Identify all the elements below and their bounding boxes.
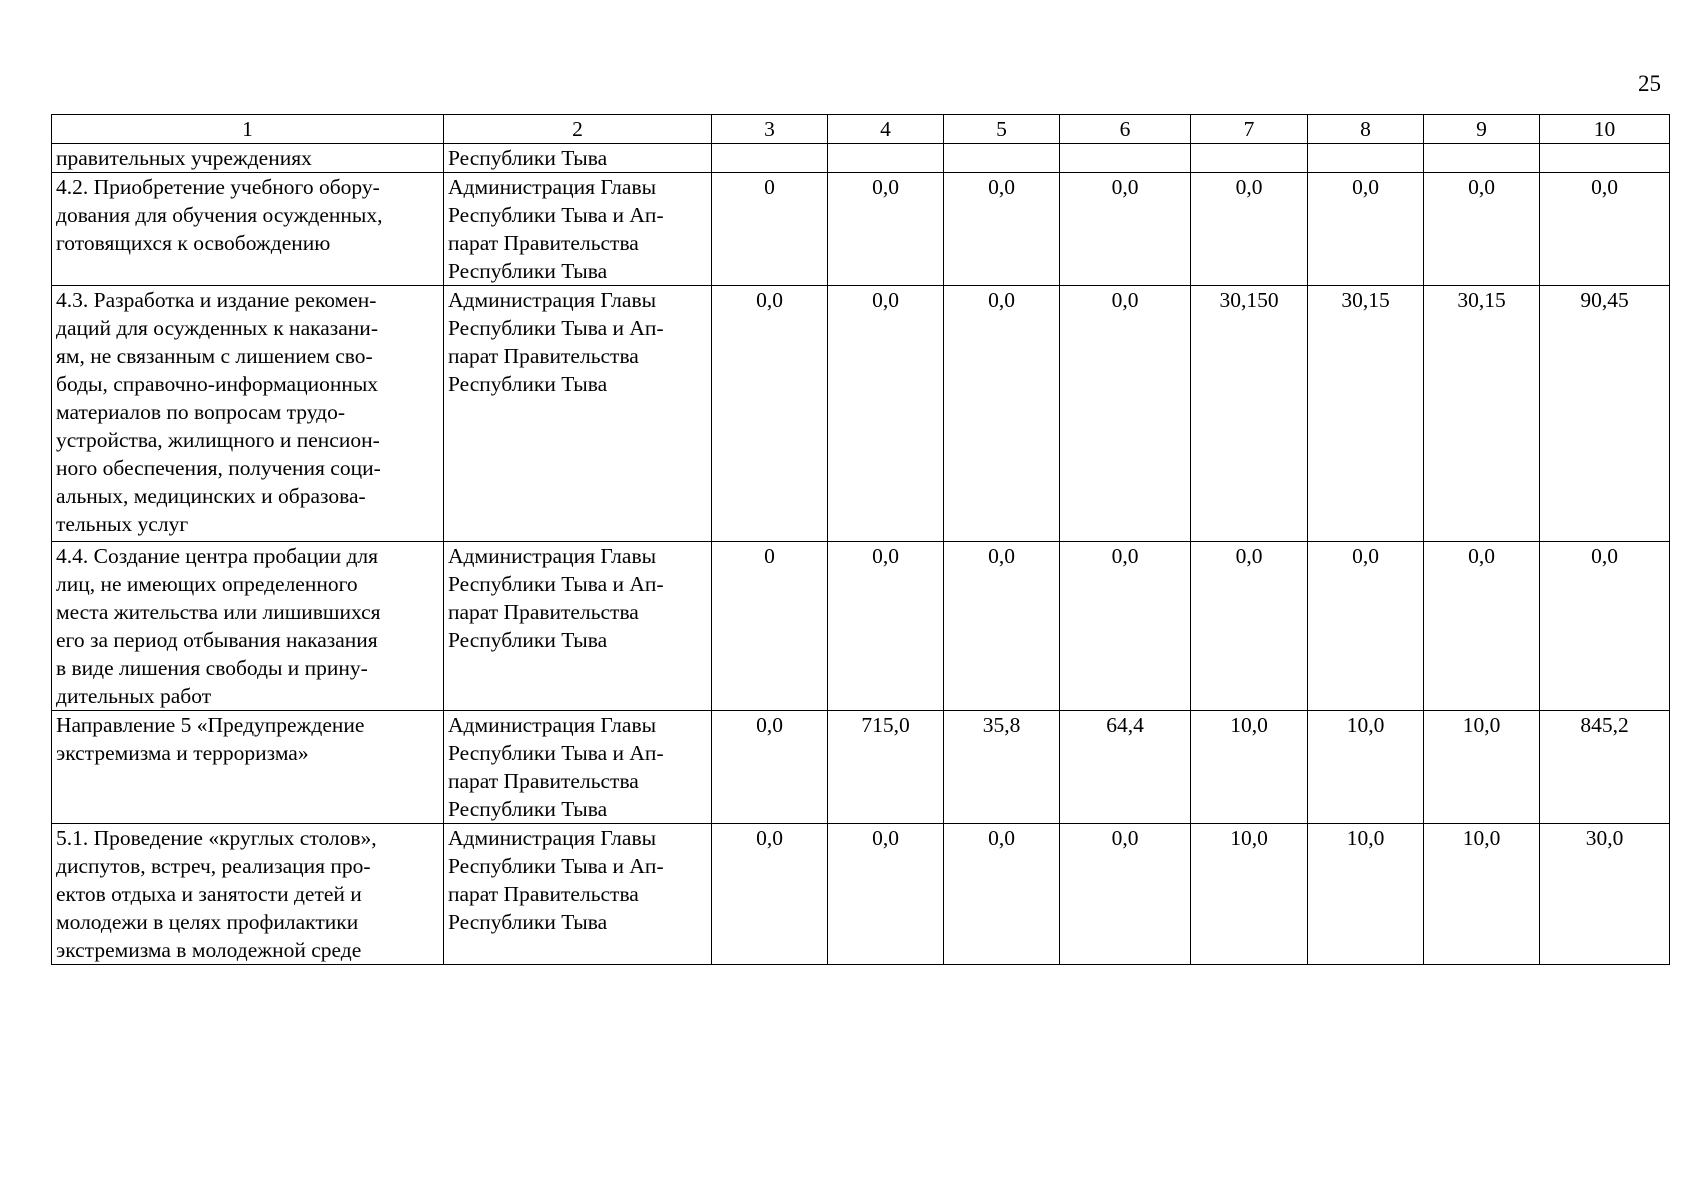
value-cell: 0,0 (1308, 542, 1424, 711)
value-cell: 845,2 (1540, 711, 1670, 824)
value-cell: 715,0 (828, 711, 944, 824)
value-cell: 90,45 (1540, 286, 1670, 542)
value-cell: 10,0 (1191, 711, 1308, 824)
table-row (52, 824, 1670, 965)
value-cell: 10,0 (1308, 711, 1424, 824)
activity-cell: 5.1. Проведение «круглых столов», диспутов, встреч, реализация про- ектов отдыха и занятости детей и молодежи в целях профилактики экстремизма в молодежной среде (52, 824, 444, 965)
value-cell: 30,15 (1308, 286, 1424, 542)
value-cell: 0,0 (828, 286, 944, 542)
value-cell: 0,0 (944, 542, 1060, 711)
column-number-2: 2 (444, 115, 712, 144)
activity-cell: правительных учреждениях (52, 144, 444, 173)
value-cell (712, 144, 828, 173)
value-cell: 0,0 (712, 286, 828, 542)
column-number-7: 7 (1191, 115, 1308, 144)
value-cell: 0,0 (712, 824, 828, 965)
table-row (52, 286, 1670, 542)
value-cell (828, 144, 944, 173)
program-funding-table (51, 114, 1670, 965)
value-cell (1424, 144, 1540, 173)
value-cell: 0,0 (1308, 173, 1424, 286)
table-row (52, 542, 1670, 711)
value-cell: 10,0 (1308, 824, 1424, 965)
column-number-4: 4 (828, 115, 944, 144)
value-cell: 0,0 (1060, 286, 1191, 542)
value-cell (1540, 144, 1670, 173)
table-row (52, 711, 1670, 824)
value-cell: 10,0 (1424, 824, 1540, 965)
executor-cell: Администрация Главы Республики Тыва и Ап- парат Правительства Республики Тыва (444, 824, 712, 965)
value-cell (1191, 144, 1308, 173)
value-cell: 0,0 (1060, 542, 1191, 711)
value-cell: 64,4 (1060, 711, 1191, 824)
value-cell: 0,0 (1060, 824, 1191, 965)
value-cell: 0,0 (944, 286, 1060, 542)
value-cell: 10,0 (1191, 824, 1308, 965)
value-cell: 30,0 (1540, 824, 1670, 965)
table-row (52, 173, 1670, 286)
value-cell: 0 (712, 542, 828, 711)
activity-cell: Направление 5 «Предупреждение экстремизма и терроризма» (52, 711, 444, 824)
value-cell: 0,0 (1191, 542, 1308, 711)
value-cell: 10,0 (1424, 711, 1540, 824)
executor-cell: Администрация Главы Республики Тыва и Ап- парат Правительства Республики Тыва (444, 711, 712, 824)
value-cell (944, 144, 1060, 173)
value-cell: 35,8 (944, 711, 1060, 824)
column-number-9: 9 (1424, 115, 1540, 144)
value-cell: 30,150 (1191, 286, 1308, 542)
value-cell: 0,0 (1540, 173, 1670, 286)
value-cell: 0,0 (828, 824, 944, 965)
value-cell: 0,0 (1424, 542, 1540, 711)
column-number-6: 6 (1060, 115, 1191, 144)
table-row (52, 144, 1670, 173)
executor-cell: Администрация Главы Республики Тыва и Ап- парат Правительства Республики Тыва (444, 286, 712, 542)
value-cell: 0,0 (944, 824, 1060, 965)
value-cell: 0 (712, 173, 828, 286)
value-cell: 30,15 (1424, 286, 1540, 542)
activity-cell: 4.2. Приобретение учебного обору- дования для обучения осужденных, готовящихся к освобождению (52, 173, 444, 286)
executor-cell: Администрация Главы Республики Тыва и Ап- парат Правительства Республики Тыва (444, 542, 712, 711)
value-cell: 0,0 (1424, 173, 1540, 286)
activity-cell: 4.4. Создание центра пробации для лиц, не имеющих определенного места жительства или лишившихся его за период отбывания наказания в виде лишения свободы и прину- дительных работ (52, 542, 444, 711)
value-cell (1060, 144, 1191, 173)
value-cell: 0,0 (1540, 542, 1670, 711)
activity-cell: 4.3. Разработка и издание рекомен- даций для осужденных к наказани- ям, не связанным с лишением сво- боды, справочно-информационных материалов по вопросам трудо- устройства, жилищного и пенсион- ного обеспечения, получения соци- альных, медицинских и образова- тельных услуг (52, 286, 444, 542)
executor-cell: Республики Тыва (444, 144, 712, 173)
value-cell (1308, 144, 1424, 173)
column-number-8: 8 (1308, 115, 1424, 144)
value-cell: 0,0 (712, 711, 828, 824)
executor-cell: Администрация Главы Республики Тыва и Ап- парат Правительства Республики Тыва (444, 173, 712, 286)
column-number-5: 5 (944, 115, 1060, 144)
value-cell: 0,0 (944, 173, 1060, 286)
column-number-1: 1 (52, 115, 444, 144)
value-cell: 0,0 (1060, 173, 1191, 286)
value-cell: 0,0 (828, 542, 944, 711)
value-cell: 0,0 (828, 173, 944, 286)
column-number-10: 10 (1540, 115, 1670, 144)
page-number: 25 (1638, 71, 1661, 96)
value-cell: 0,0 (1191, 173, 1308, 286)
table-header-row (52, 115, 1670, 144)
column-number-3: 3 (712, 115, 828, 144)
